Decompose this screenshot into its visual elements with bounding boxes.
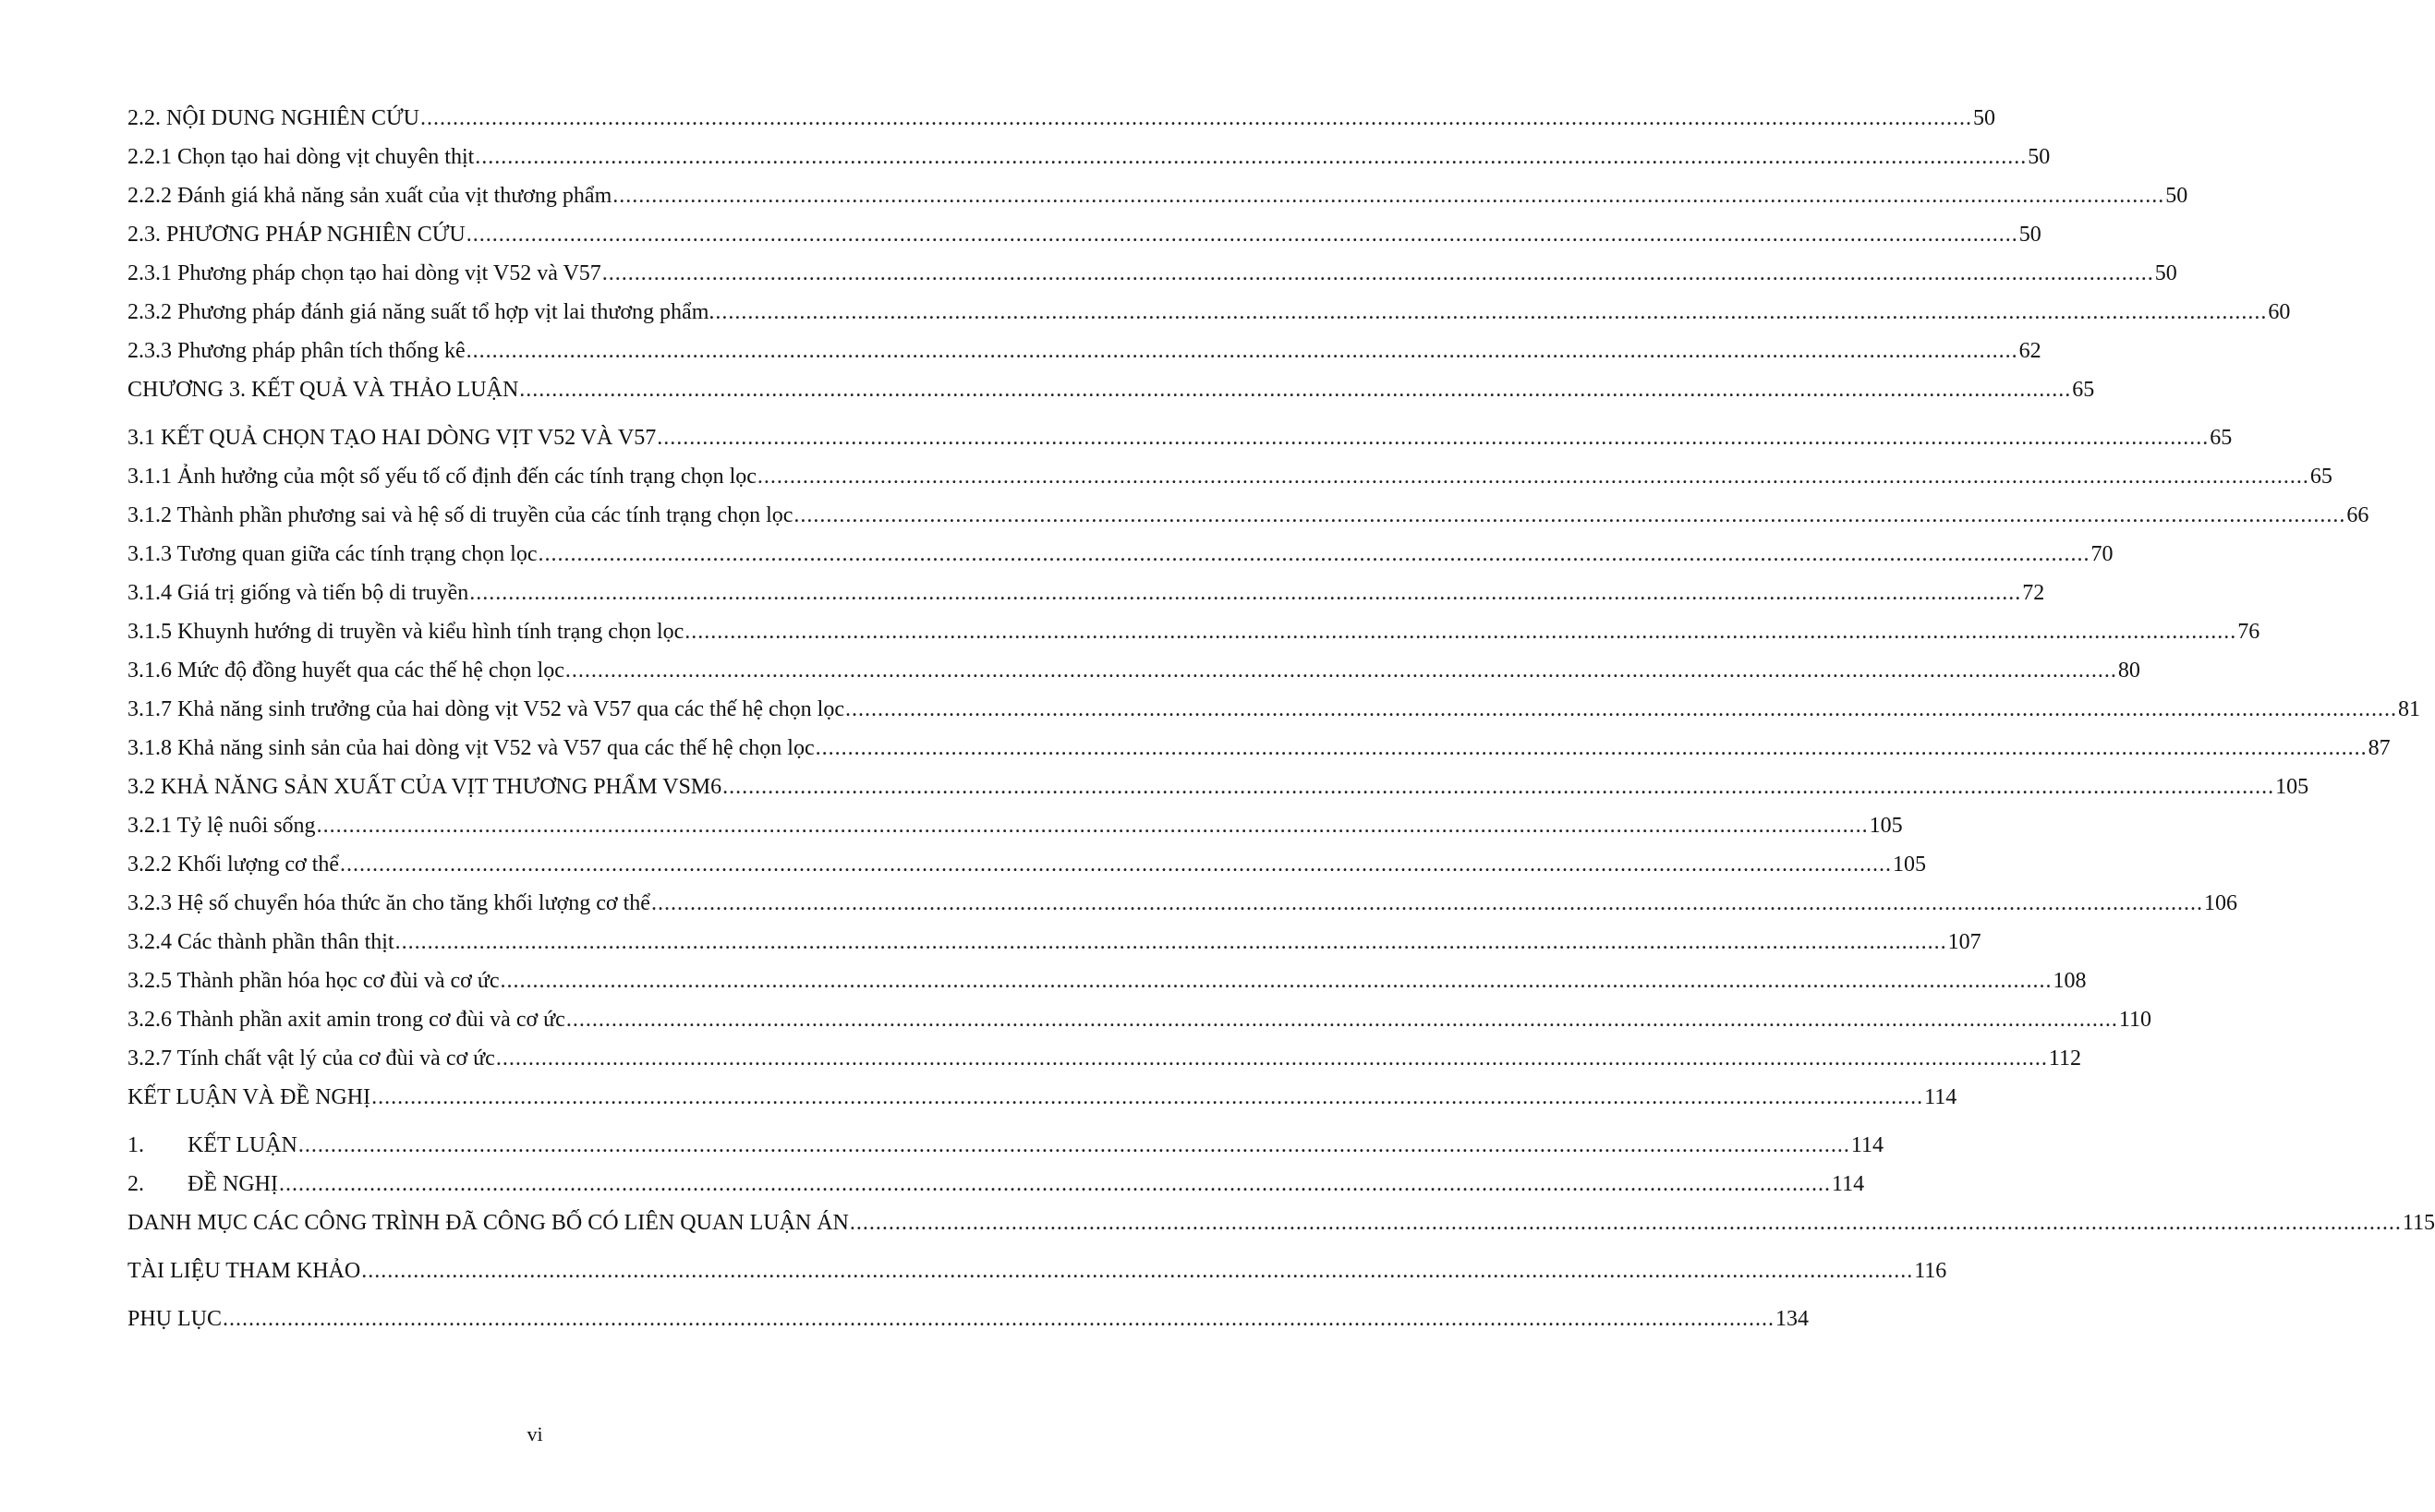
toc-entry-label: KẾT LUẬN — [188, 1133, 297, 1157]
toc-entry-title: 3.2.3 Hệ số chuyển hóa thức ăn cho tăng khối lượng cơ thể — [127, 891, 650, 915]
toc-dot-leader — [340, 845, 1892, 884]
toc-entry-page: 50 — [2154, 261, 2177, 285]
toc-entry-title: 3.2 KHẢ NĂNG SẢN XUẤT CỦA VỊT THƯƠNG PHẨM VSM6 — [127, 775, 722, 799]
toc-entry-title: 3.1.5 Khuynh hướng di truyền và kiểu hình tính trạng chọn lọc — [127, 620, 684, 644]
toc-entry-page: 87 — [2368, 736, 2391, 760]
toc-entry-page: 115 — [2402, 1211, 2435, 1235]
toc-entry[interactable] — [127, 729, 2391, 768]
toc-entry[interactable] — [127, 574, 2045, 612]
toc-entry-title: 2.3.3 Phương pháp phân tích thống kê — [127, 339, 466, 363]
toc-entry-page: 65 — [2210, 426, 2233, 450]
toc-dot-leader — [501, 962, 2053, 1000]
toc-entry[interactable] — [127, 535, 2114, 574]
toc-dot-leader — [684, 612, 2236, 651]
toc-entry-page: 65 — [2309, 465, 2332, 489]
toc-entry[interactable] — [127, 1078, 1957, 1117]
toc-entry-title: 3.2.5 Thành phần hóa học cơ đùi và cơ ức — [127, 969, 500, 993]
toc-entry-page: 81 — [2397, 697, 2420, 721]
toc-entry[interactable] — [127, 99, 1995, 138]
toc-entry-title: 3.2.7 Tính chất vật lý của cơ đùi và cơ ức — [127, 1046, 495, 1070]
toc-entry[interactable] — [127, 845, 1927, 884]
toc-entry-page: 134 — [1775, 1307, 1810, 1331]
toc-dot-leader — [651, 884, 2203, 923]
toc-dot-leader — [279, 1165, 1831, 1204]
toc-dot-leader — [722, 768, 2274, 806]
toc-dot-leader — [395, 923, 1947, 962]
toc-dot-leader — [602, 254, 2154, 293]
toc-entry-title: 3.2.1 Tỷ lệ nuôi sống — [127, 814, 316, 838]
toc-entry-page: 107 — [1947, 930, 1981, 954]
toc-entry-page: 110 — [2118, 1008, 2151, 1032]
toc-dot-leader — [657, 418, 2209, 457]
toc-dot-leader — [612, 176, 2164, 215]
toc-entry-page: 116 — [1914, 1259, 1947, 1283]
toc-dot-leader — [538, 535, 2090, 574]
toc-dot-leader — [420, 99, 1972, 138]
toc-entry-title: 3.1.3 Tương quan giữa các tính trạng chọn lọc — [127, 542, 538, 566]
toc-entry[interactable] — [127, 293, 2291, 332]
toc-dot-leader — [371, 1078, 1923, 1117]
toc-entry-title: TÀI LIỆU THAM KHẢO — [127, 1259, 361, 1283]
toc-dot-leader — [845, 690, 2397, 729]
toc-entry-title: 3.1.7 Khả năng sinh trưởng của hai dòng vịt V52 và V57 qua các thế hệ chọn lọc — [127, 697, 844, 721]
toc-entry-page: 62 — [2018, 339, 2041, 363]
toc-dot-leader — [793, 496, 2345, 535]
toc-entry-page: 114 — [1850, 1133, 1884, 1157]
page-number: vi — [527, 1422, 543, 1445]
toc-entry-page: 50 — [2018, 223, 2041, 247]
toc-entry[interactable] — [127, 457, 2332, 496]
toc-entry-page: 60 — [2268, 300, 2291, 324]
toc-dot-leader — [466, 332, 2018, 370]
toc-entry-page: 114 — [1924, 1085, 1957, 1109]
toc-entry-title: 3.2.4 Các thành phần thân thịt — [127, 930, 394, 954]
toc-entry-title: 3.1.8 Khả năng sinh sản của hai dòng vịt V52 và V57 qua các thế hệ chọn lọc — [127, 736, 815, 760]
toc-entry-label: ĐỀ NGHỊ — [188, 1172, 278, 1196]
toc-dot-leader — [566, 1000, 2118, 1039]
toc-entry-title: 3.2.6 Thành phần axit amin trong cơ đùi và cơ ức — [127, 1008, 565, 1032]
toc-entry[interactable] — [127, 806, 1903, 845]
toc-entry[interactable] — [127, 176, 2188, 215]
toc-entry[interactable] — [127, 1252, 1947, 1290]
toc-entry-page: 65 — [2072, 378, 2095, 402]
toc-entry-title: 2.3.1 Phương pháp chọn tạo hai dòng vịt V52 và V57 — [127, 261, 601, 285]
toc-entry[interactable] — [127, 1126, 1884, 1165]
toc-entry-title: PHỤ LỤC — [127, 1307, 223, 1331]
toc-entry-page: 50 — [1972, 106, 1995, 130]
table-of-contents — [127, 99, 2435, 1338]
toc-entry[interactable] — [127, 1039, 2081, 1078]
toc-dot-leader — [715, 293, 2267, 332]
toc-entry-page: 66 — [2346, 503, 2369, 527]
toc-entry[interactable] — [127, 418, 2233, 457]
toc-entry-page: 50 — [2165, 184, 2188, 208]
toc-dot-leader — [361, 1252, 1913, 1290]
toc-entry-title: 2.2.2 Đánh giá khả năng sản xuất của vịt thương phẩm — [127, 184, 612, 208]
toc-entry-page: 108 — [2053, 969, 2087, 993]
toc-entry-title — [127, 1165, 278, 1204]
toc-entry[interactable] — [127, 612, 2260, 651]
toc-entry-page: 70 — [2090, 542, 2114, 566]
toc-dot-leader — [496, 1039, 2048, 1078]
toc-entry-title: 3.1 KẾT QUẢ CHỌN TẠO HAI DÒNG VỊT V52 VÀ V57 — [127, 426, 657, 450]
toc-entry-page: 80 — [2117, 659, 2140, 683]
toc-entry-page: 50 — [2028, 145, 2051, 169]
toc-entry[interactable] — [127, 884, 2237, 923]
toc-entry-page: 106 — [2203, 891, 2237, 915]
toc-entry[interactable] — [127, 1204, 2435, 1242]
toc-entry[interactable] — [127, 923, 1981, 962]
toc-entry[interactable] — [127, 651, 2140, 690]
toc-entry-page: 76 — [2237, 620, 2260, 644]
toc-entry[interactable] — [127, 1165, 1865, 1204]
toc-dot-leader — [757, 457, 2309, 496]
toc-entry[interactable] — [127, 496, 2369, 535]
toc-dot-leader — [466, 215, 2018, 254]
toc-dot-leader — [223, 1300, 1775, 1338]
toc-entry-page: 105 — [1869, 814, 1903, 838]
toc-entry-page: 105 — [1893, 853, 1927, 877]
toc-entry-number: 1. — [127, 1133, 144, 1157]
toc-entry[interactable] — [127, 370, 2095, 409]
toc-entry[interactable] — [127, 768, 2309, 806]
toc-entry-title: 2.3. PHƯƠNG PHÁP NGHIÊN CỨU — [127, 223, 466, 247]
toc-entry-title: 2.2.1 Chọn tạo hai dòng vịt chuyên thịt — [127, 145, 475, 169]
toc-entry-title: 3.1.6 Mức độ đồng huyết qua các thế hệ chọn lọc — [127, 659, 564, 683]
toc-entry-number: 2. — [127, 1172, 144, 1196]
toc-entry[interactable] — [127, 1000, 2151, 1039]
toc-entry-title: 3.1.2 Thành phần phương sai và hệ số di truyền của các tính trạng chọn lọc — [127, 503, 793, 527]
toc-entry-title: CHƯƠNG 3. KẾT QUẢ VÀ THẢO LUẬN — [127, 378, 519, 402]
toc-dot-leader — [298, 1126, 1850, 1165]
toc-entry-page: 72 — [2022, 581, 2045, 605]
toc-dot-leader — [816, 729, 2368, 768]
toc-dot-leader — [565, 651, 2117, 690]
toc-entry-title: KẾT LUẬN VÀ ĐỀ NGHỊ — [127, 1085, 371, 1109]
toc-entry-title: DANH MỤC CÁC CÔNG TRÌNH ĐÃ CÔNG BỐ CÓ LIÊN QUAN LUẬN ÁN — [127, 1211, 849, 1235]
toc-entry-page: 114 — [1831, 1172, 1865, 1196]
toc-entry[interactable] — [127, 962, 2087, 1000]
toc-dot-leader — [317, 806, 1869, 845]
toc-dot-leader — [519, 370, 2071, 409]
toc-entry[interactable] — [127, 690, 2420, 729]
toc-dot-leader — [850, 1204, 2402, 1242]
toc-entry-title: 2.3.2 Phương pháp đánh giá năng suất tổ hợp vịt lai thương phẩm. — [127, 300, 715, 324]
toc-entry-page: 105 — [2275, 775, 2309, 799]
toc-entry[interactable] — [127, 1300, 1810, 1338]
toc-entry-title: 3.2.2 Khối lượng cơ thể — [127, 853, 340, 877]
toc-entry[interactable] — [127, 332, 2041, 370]
toc-entry[interactable] — [127, 215, 2041, 254]
toc-entry-page: 112 — [2048, 1046, 2081, 1070]
toc-entry[interactable] — [127, 254, 2177, 293]
toc-dot-leader — [475, 138, 2027, 176]
toc-entry[interactable] — [127, 138, 2051, 176]
toc-entry-title — [127, 1126, 297, 1165]
toc-dot-leader — [469, 574, 2021, 612]
toc-entry-title: 3.1.4 Giá trị giống và tiến bộ di truyền — [127, 581, 469, 605]
toc-entry-title: 3.1.1 Ảnh hưởng của một số yếu tố cố định đến các tính trạng chọn lọc — [127, 465, 757, 489]
toc-entry-title: 2.2. NỘI DUNG NGHIÊN CỨU — [127, 106, 419, 130]
